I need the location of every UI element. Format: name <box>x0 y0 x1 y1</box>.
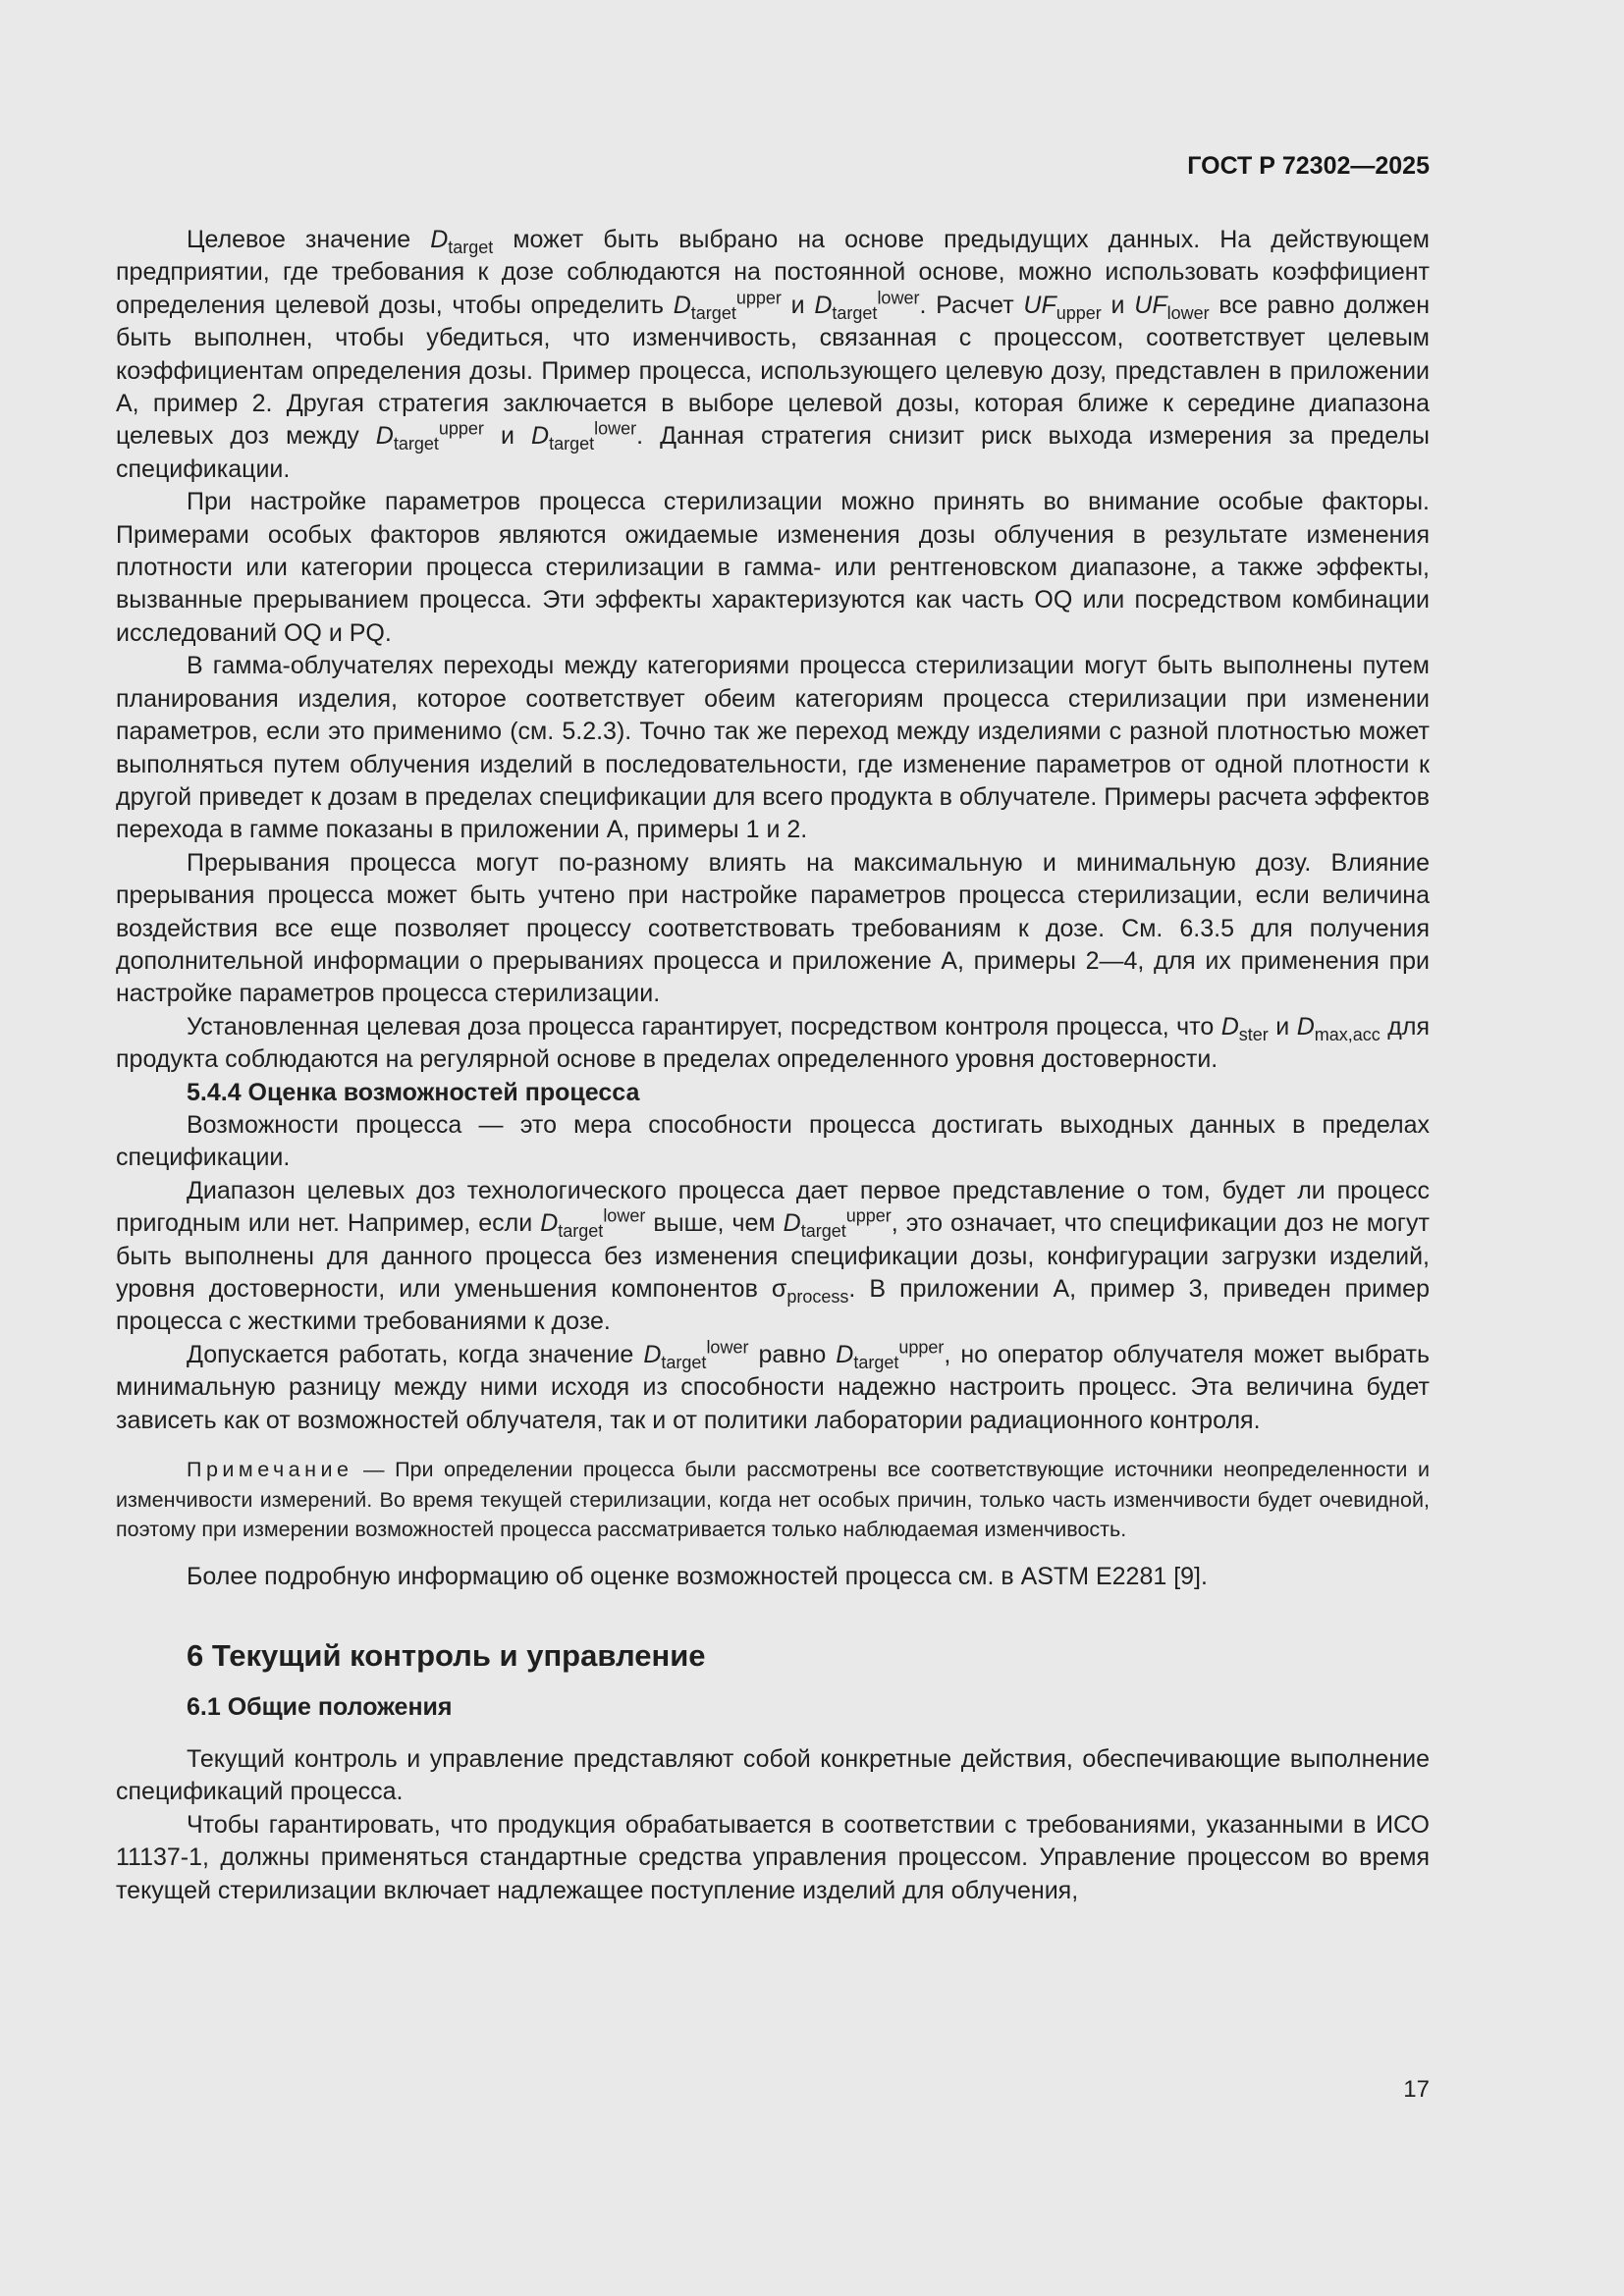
paragraph-routine-control: Текущий контроль и управление представляют собой конкретные действия, обеспечивающие выполнение спецификаций процесса. <box>116 1744 1430 1806</box>
section-heading-6-1: 6.1 Общие положения <box>187 1692 453 1721</box>
paragraph-target-dose: Целевое значение $D_{target}$ может быть выбрано на основе предыдущих данных. На действующем предприятии, где требования к дозе соблюдаются на постоянной основе, можно использовать коэффициент определения целевой дозы, чтобы определить $D_{target}^{upper}$ и $D_{target}^{lower}$. Расчет $UF_{upper}$ и $UF_{lower}$ все равно должен быть выполнен, чтобы убедиться, что изменчивость, связанная с процессом, соответствует целевым коэффициентам определения дозы. Пример процесса, использующего целевую дозу, представлен в приложении А, пример 2. Другая стратегия заключается в выборе целевой дозы, которая ближе к середине диапазона целевых доз между $D_{target}^{upper}$ и $D_{target}^{lower}$. Данная стратегия снизит риск выхода измерения за пределы спецификации. <box>116 226 1431 483</box>
page-number: 17 <box>1403 2076 1430 2103</box>
document-body <box>116 224 1430 1907</box>
paragraph-capability-definition: Возможности процесса — это мера способности процесса достигать выходных данных в пределах спецификации. <box>116 1110 1430 1172</box>
paragraph-gamma-transitions: В гамма-облучателях переходы между категориями процесса стерилизации могут быть выполнены путем планирования изделия, которое соответствует обеим категориям процесса стерилизации при изменении параметров, если это применимо (см. 5.2.3). Точно так же переход между изделиями с разной плотностью может выполняться путем облучения изделий в последовательности, где изменение параметров от одной плотности к другой приведет к дозам в пределах спецификации для всего продукта в облучателе. Примеры расчета эффектов перехода в гамме показаны в приложении А, примеры 1 и 2. <box>116 652 1430 844</box>
paragraph-special-factors: При настройке параметров процесса стерилизации можно принять во внимание особые факторы. Примерами особых факторов являются ожидаемые изменения дозы облучения в результате изменения плотности или категории процесса стерилизации в гамма- или рентгеновском диапазоне, а также эффекты, вызванные прерыванием процесса. Эти эффекты характеризуются как часть OQ или посредством комбинации исследований OQ и PQ. <box>116 488 1430 647</box>
paragraph-astm-reference: Более подробную информацию об оценке возможностей процесса см. в ASTM E2281 [9]. <box>187 1562 1208 1590</box>
note-label: Примечание <box>187 1458 353 1482</box>
section-heading-6: 6 Текущий контроль и управление <box>187 1637 706 1673</box>
note-paragraph: Примечание — При определении процесса были рассмотрены все соответствующие источники неопределенности и изменчивости измерений. Во время текущей стерилизации, когда нет особых причин, только часть изменчивости будет очевидной, поэтому при измерении возможностей процесса рассматривается только наблюдаемая изменчивость. <box>116 1458 1430 1542</box>
paragraph-minimal-difference: Допускается работать, когда значение $D_{target}^{lower}$ равно $D_{target}^{upper}$, но оператор облучателя может выбрать минимальную разницу между ними исходя из способности надежно настроить процесс. Эта величина будет зависеть как от возможностей облучателя, так и от политики лаборатории радиационного контроля. <box>116 1337 1430 1434</box>
paragraph-iso-requirements: Чтобы гарантировать, что продукция обрабатывается в соответствии с требованиями, указанными в ИСО 11137-1, должны применяться стандартные средства управления процессом. Управление процессом во время текущей стерилизации включает надлежащее поступление изделий для облучения, <box>116 1810 1430 1904</box>
paragraph-target-range: Диапазон целевых доз технологического процесса дает первое представление о том, будет ли процесс пригодным или нет. Например, если $D_{target}^{lower}$ выше, чем $D_{target}^{upper}$, это означает, что спецификации доз не могут быть выполнены для данного процесса без изменения спецификации дозы, конфигурации загрузки изделий, уровня достоверности, или уменьшения компонентов $\sigma_{process}$. В приложении А, пример 3, приведен пример процесса с жесткими требованиями к дозе. <box>116 1176 1430 1336</box>
paragraph-established-dose: Установленная целевая доза процесса гарантирует, посредством контроля процесса, что $D_{ster}$ и $D_{max,acc}$ для продукта соблюдаются на регулярной основе в пределах определенного уровня достоверности. <box>116 1012 1430 1074</box>
document-header: ГОСТ Р 72302—2025 <box>1187 152 1430 180</box>
paragraph-interruptions: Прерывания процесса могут по-разному влиять на максимальную и минимальную дозу. Влияние прерывания процесса может быть учтено при настройке параметров процесса стерилизации, если величина воздействия все еще позволяет процессу соответствовать требованиям к дозе. См. 6.3.5 для получения дополнительной информации о прерываниях процесса и приложение А, примеры 2—4, для их применения при настройке параметров процесса стерилизации. <box>116 848 1430 1008</box>
section-heading-5-4-4: 5.4.4 Оценка возможностей процесса <box>187 1078 640 1106</box>
